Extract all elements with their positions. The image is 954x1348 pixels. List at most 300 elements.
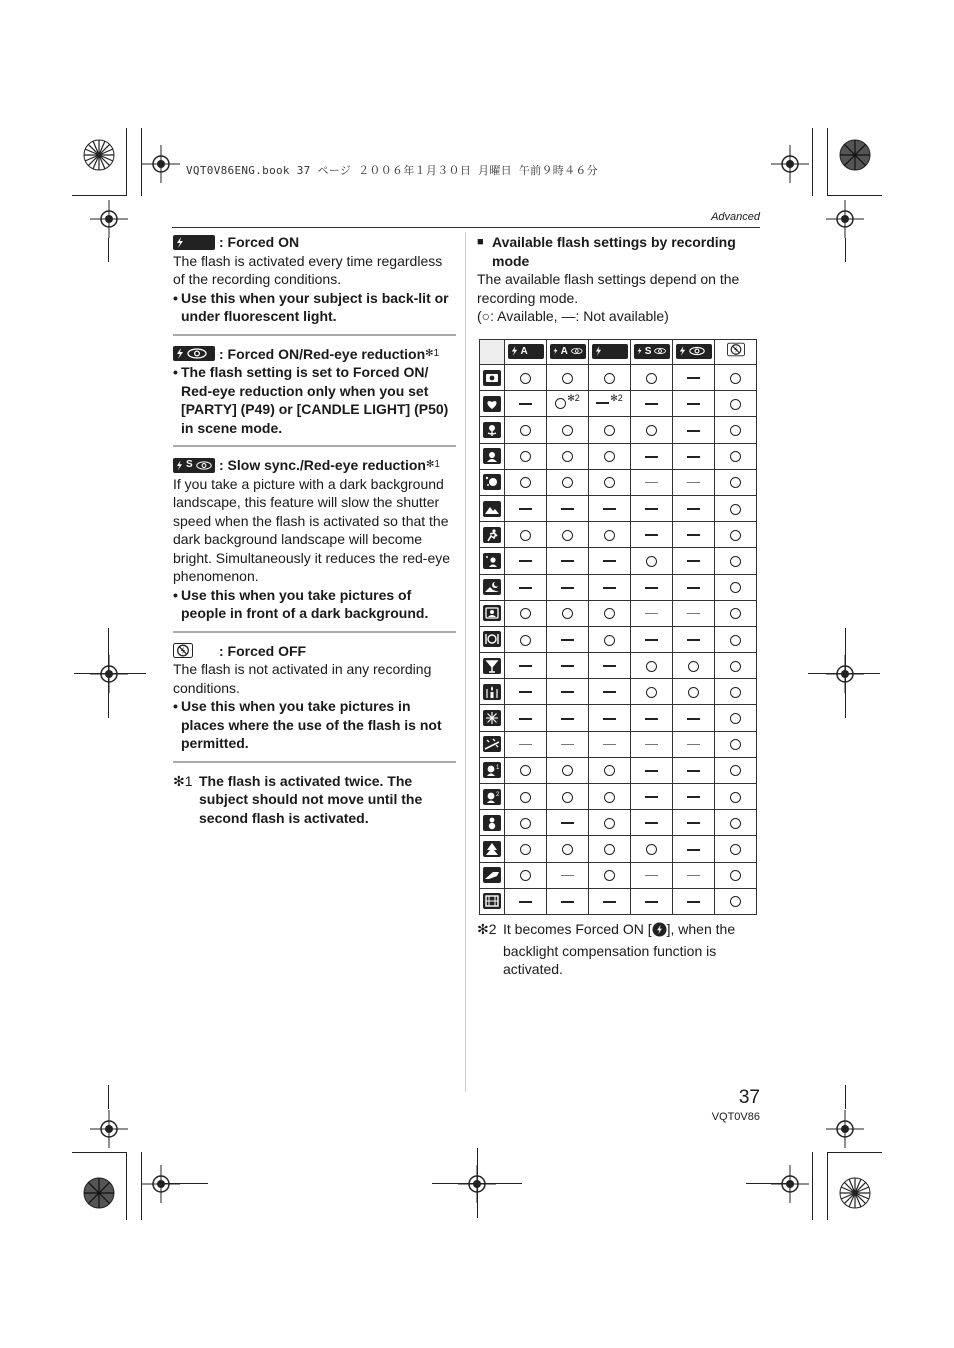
forced-on-heading <box>173 233 456 252</box>
slow-sync-heading: S : Slow sync./Red-eye reduction ✻1 <box>173 456 456 475</box>
note-ref-2: ✻2 <box>567 393 580 404</box>
footnote-1-mark: ✻1 <box>173 772 193 789</box>
heart-mode-icon <box>483 396 501 412</box>
baby2-mode-icon <box>483 789 501 805</box>
table-row <box>480 495 757 521</box>
table-cell <box>589 600 631 626</box>
available-mark <box>646 556 657 567</box>
available-mark <box>562 792 573 803</box>
column-header-3 <box>589 340 631 365</box>
not-available-mark <box>519 901 532 903</box>
not-available-mark <box>519 744 532 745</box>
table-cell <box>715 548 757 574</box>
available-mark <box>604 792 615 803</box>
row-mode-cell <box>480 365 505 391</box>
available-mark <box>688 687 699 698</box>
available-mark <box>604 844 615 855</box>
table-cell <box>673 731 715 757</box>
table-cell <box>673 495 715 521</box>
available-mark <box>520 477 531 488</box>
table-cell <box>673 836 715 862</box>
table-cell <box>589 548 631 574</box>
not-available-mark <box>645 482 658 483</box>
table-cell <box>715 443 757 469</box>
not-available-mark <box>603 744 616 745</box>
flash-on-icon <box>592 344 628 359</box>
table-cell <box>589 784 631 810</box>
table-cell <box>547 810 589 836</box>
not-available-mark <box>687 796 700 798</box>
table-cell <box>631 731 673 757</box>
table-cell <box>631 862 673 888</box>
row-mode-cell <box>480 679 505 705</box>
not-available-mark <box>603 587 616 589</box>
not-available-mark <box>687 770 700 772</box>
column-header-4 <box>631 340 673 365</box>
available-mark <box>730 556 741 567</box>
table-cell <box>673 705 715 731</box>
note-ref-2: ✻2 <box>610 393 623 404</box>
not-available-mark <box>687 587 700 589</box>
table-cell <box>547 443 589 469</box>
section-label: Advanced <box>711 211 760 223</box>
available-mark <box>646 661 657 672</box>
available-mark <box>562 765 573 776</box>
table-cell <box>715 784 757 810</box>
not-available-mark <box>561 639 574 641</box>
table-cell <box>547 574 589 600</box>
table-cell <box>547 417 589 443</box>
available-mark <box>730 608 741 619</box>
table-cell <box>715 600 757 626</box>
table-cell <box>505 391 547 417</box>
table-cell <box>589 705 631 731</box>
not-available-mark <box>645 456 658 458</box>
not-available-mark <box>603 718 616 720</box>
slow-sync-bullet: • Use this when you take pictures of people in front of a dark background. <box>173 586 456 623</box>
table-cell <box>589 417 631 443</box>
forced-on-bullet: • Use this when your subject is back-lit or under fluorescent light. <box>173 289 456 326</box>
flash-slow-redeye-icon <box>173 458 215 473</box>
not-available-mark <box>561 691 574 693</box>
food-mode-icon <box>483 631 501 647</box>
available-mark <box>562 425 573 436</box>
document-code: VQT0V86 <box>711 1111 760 1123</box>
table-cell <box>631 888 673 914</box>
table-cell <box>715 574 757 600</box>
table-cell <box>547 836 589 862</box>
available-mark <box>520 608 531 619</box>
table-cell <box>631 653 673 679</box>
forced-off-title: : Forced OFF <box>219 642 307 659</box>
table-cell <box>715 469 757 495</box>
table-row <box>480 469 757 495</box>
available-mark <box>562 451 573 462</box>
column-header-1 <box>505 340 547 365</box>
table-cell <box>547 784 589 810</box>
slow-sync-body: If you take a picture with a dark background landscape, this feature will slow the shutter speed when the flash is activated so that the dark background landscape will become bright. Simultaneously it reduces the red-eye phenomenon. <box>173 475 451 584</box>
available-mark <box>604 373 615 384</box>
not-available-mark <box>596 402 609 404</box>
table-cell <box>505 653 547 679</box>
table-cell <box>547 600 589 626</box>
table-cell <box>589 888 631 914</box>
flash-slow-redeye-icon <box>634 344 670 359</box>
table-cell <box>631 757 673 783</box>
available-mark <box>730 451 741 462</box>
registration-mark-icon <box>826 1110 864 1148</box>
table-cell <box>505 757 547 783</box>
table-cell <box>631 574 673 600</box>
right-column <box>477 233 760 326</box>
column-divider <box>465 232 466 1092</box>
flash-auto-icon <box>508 344 544 359</box>
row-mode-cell <box>480 757 505 783</box>
forced-on-redeye-heading: : Forced ON/Red-eye reduction ✻1 <box>173 345 456 364</box>
starry-sky-mode-icon <box>483 736 501 752</box>
not-available-mark <box>519 560 532 562</box>
not-available-mark <box>519 665 532 667</box>
column-header-letter: A <box>520 345 528 357</box>
available-mark <box>730 425 741 436</box>
table-cell <box>505 548 547 574</box>
available-mark <box>730 477 741 488</box>
not-available-mark <box>687 718 700 720</box>
table-cell <box>715 365 757 391</box>
not-available-mark <box>687 613 700 614</box>
flash-on-redeye-icon <box>173 346 215 361</box>
baby1-mode-icon <box>483 762 501 778</box>
header-rule <box>172 227 760 228</box>
table-cell <box>673 417 715 443</box>
available-mark <box>604 477 615 488</box>
table-cell <box>715 522 757 548</box>
footnote-2-text-before: It becomes Forced ON [ <box>503 921 652 937</box>
not-available-mark <box>687 482 700 483</box>
not-available-mark <box>603 901 616 903</box>
row-mode-cell <box>480 417 505 443</box>
table-cell <box>505 626 547 652</box>
table-row <box>480 653 757 679</box>
table-cell <box>547 653 589 679</box>
table-cell <box>505 574 547 600</box>
table-cell <box>673 365 715 391</box>
table-cell <box>715 495 757 521</box>
table-cell <box>673 784 715 810</box>
not-available-mark <box>687 430 700 432</box>
flash-on-icon <box>173 235 215 250</box>
footnote-2-text <box>503 920 760 979</box>
motion-picture-mode-icon <box>483 893 501 909</box>
row-mode-cell <box>480 495 505 521</box>
available-mark <box>520 844 531 855</box>
registration-mark-icon <box>90 200 128 238</box>
not-available-mark <box>645 718 658 720</box>
soft-skin-mode-icon <box>483 474 501 490</box>
table-cell <box>505 836 547 862</box>
available-mark <box>520 425 531 436</box>
forced-on-redeye-bullet: • The flash setting is set to Forced ON/ Red-eye reduction only when you set [PARTY] (P49) or [CANDLE LIGHT] (P50) in scene mode. <box>173 363 456 437</box>
table-row <box>480 600 757 626</box>
not-available-mark <box>687 875 700 876</box>
table-row <box>480 548 757 574</box>
available-mark <box>520 792 531 803</box>
table-cell <box>715 888 757 914</box>
available-mark <box>646 687 657 698</box>
table-cell <box>715 705 757 731</box>
table-cell <box>673 469 715 495</box>
table-cell <box>673 443 715 469</box>
table-row <box>480 443 757 469</box>
available-mark <box>730 635 741 646</box>
table-row <box>480 417 757 443</box>
forced-on-body: The flash is activated every time regardless of the recording conditions. <box>173 252 443 287</box>
not-available-mark <box>561 875 574 876</box>
table-cell <box>715 731 757 757</box>
table-cell <box>631 810 673 836</box>
available-mark <box>520 765 531 776</box>
section-divider <box>173 761 456 763</box>
table-cell <box>589 836 631 862</box>
row-mode-cell <box>480 731 505 757</box>
table-cell <box>589 391 631 417</box>
available-mark <box>730 713 741 724</box>
svg-text:2: 2 <box>496 791 500 798</box>
available-mark <box>604 818 615 829</box>
available-mark <box>604 425 615 436</box>
not-available-mark <box>687 822 700 824</box>
row-mode-cell <box>480 522 505 548</box>
table-cell <box>547 705 589 731</box>
table-row <box>480 574 757 600</box>
table-cell <box>505 495 547 521</box>
table-cell <box>547 365 589 391</box>
forced-off-heading <box>173 642 456 661</box>
left-column <box>173 233 456 827</box>
sunburst-mark-icon <box>83 1177 115 1209</box>
portrait-mode-icon <box>483 448 501 464</box>
table-cell <box>715 836 757 862</box>
not-available-mark <box>561 508 574 510</box>
registration-mark-icon <box>142 1165 180 1203</box>
table-cell <box>589 653 631 679</box>
table-cell <box>589 862 631 888</box>
table-cell <box>547 679 589 705</box>
night-portrait-mode-icon <box>483 553 501 569</box>
row-mode-cell <box>480 391 505 417</box>
footnote-2-text-after: ], when the backlight compensation function is activated. <box>503 921 736 977</box>
not-available-mark <box>561 560 574 562</box>
table-row <box>480 522 757 548</box>
self-portrait-mode-icon <box>483 605 501 621</box>
table-row <box>480 365 757 391</box>
available-mark <box>520 635 531 646</box>
table-cell <box>715 862 757 888</box>
candle-light-mode-icon <box>483 684 501 700</box>
not-available-mark <box>603 691 616 693</box>
available-mark <box>730 765 741 776</box>
column-header-5 <box>673 340 715 365</box>
table-cell <box>673 626 715 652</box>
section-divider <box>173 334 456 336</box>
available-mark <box>520 818 531 829</box>
available-mark <box>730 818 741 829</box>
table-row <box>480 705 757 731</box>
not-available-mark <box>687 901 700 903</box>
flash-table-intro: The available flash settings depend on the recording mode. <box>477 271 740 306</box>
not-available-mark <box>687 534 700 536</box>
sunburst-mark-icon <box>839 1177 871 1209</box>
available-mark <box>730 373 741 384</box>
not-available-mark <box>519 691 532 693</box>
not-available-mark <box>603 560 616 562</box>
available-mark <box>730 844 741 855</box>
not-available-mark <box>645 613 658 614</box>
not-available-mark <box>687 377 700 379</box>
table-cell <box>715 417 757 443</box>
not-available-mark <box>645 875 658 876</box>
available-mark <box>730 687 741 698</box>
not-available-mark <box>687 639 700 641</box>
available-mark <box>555 398 566 409</box>
table-cell <box>547 888 589 914</box>
not-available-mark <box>645 587 658 589</box>
forced-off-body: The flash is not activated in any recording conditions. <box>173 661 432 696</box>
table-cell <box>589 626 631 652</box>
table-cell <box>631 548 673 574</box>
flash-settings-table <box>479 339 757 915</box>
table-cell <box>673 600 715 626</box>
row-mode-cell <box>480 784 505 810</box>
flash-table-heading-text: Available flash settings by recording mode <box>492 234 736 269</box>
not-available-mark <box>519 508 532 510</box>
not-available-mark <box>645 534 658 536</box>
available-mark <box>562 608 573 619</box>
footnote-1 <box>173 772 456 828</box>
table-row <box>480 862 757 888</box>
party-mode-icon <box>483 658 501 674</box>
sunburst-mark-icon <box>839 139 871 171</box>
page-number: 37 <box>738 1087 760 1108</box>
not-available-mark <box>561 744 574 745</box>
available-mark <box>520 530 531 541</box>
table-cell <box>547 731 589 757</box>
flash-on-redeye-icon <box>676 344 712 359</box>
column-header-letter: S <box>644 345 652 357</box>
table-cell <box>631 469 673 495</box>
available-mark <box>730 739 741 750</box>
table-row <box>480 626 757 652</box>
table-cell <box>547 626 589 652</box>
registration-mark-icon <box>826 200 864 238</box>
row-mode-cell <box>480 653 505 679</box>
flash-off-icon <box>173 643 215 658</box>
table-cell <box>589 731 631 757</box>
table-cell <box>589 757 631 783</box>
not-available-mark <box>645 508 658 510</box>
table-cell <box>505 862 547 888</box>
footnote-1-text: The flash is activated twice. The subject should not move until the second flash is activated. <box>199 772 423 826</box>
not-available-mark <box>519 403 532 405</box>
flash-table-heading <box>477 233 760 270</box>
available-mark <box>604 530 615 541</box>
column-header-2 <box>547 340 589 365</box>
forced-on-redeye-title: : Forced ON/Red-eye reduction <box>219 345 426 362</box>
available-mark <box>646 373 657 384</box>
forced-on-round-icon <box>652 922 667 942</box>
table-cell <box>631 495 673 521</box>
table-cell <box>505 443 547 469</box>
not-available-mark <box>687 560 700 562</box>
table-cell <box>505 365 547 391</box>
table-cell <box>631 626 673 652</box>
table-row <box>480 391 757 417</box>
table-cell <box>589 574 631 600</box>
available-mark <box>520 373 531 384</box>
not-available-mark <box>519 718 532 720</box>
table-cell <box>547 548 589 574</box>
row-mode-cell <box>480 862 505 888</box>
row-mode-cell <box>480 469 505 495</box>
table-cell <box>631 600 673 626</box>
footnote-2-mark: ✻2 <box>477 921 497 937</box>
available-mark <box>604 765 615 776</box>
table-cell <box>589 810 631 836</box>
available-mark <box>730 399 741 410</box>
slow-sync-title: : Slow sync./Red-eye reduction <box>219 457 426 473</box>
not-available-mark <box>645 403 658 405</box>
table-row <box>480 836 757 862</box>
table-cell <box>631 522 673 548</box>
table-cell <box>631 679 673 705</box>
table-cell <box>673 679 715 705</box>
camera-mode-icon <box>483 370 501 386</box>
forced-on-title: : Forced ON <box>219 234 300 250</box>
table-cell <box>631 784 673 810</box>
row-mode-cell <box>480 626 505 652</box>
table-cell <box>673 810 715 836</box>
table-cell <box>505 522 547 548</box>
aerial-mode-icon <box>483 867 501 883</box>
not-available-mark <box>645 639 658 641</box>
table-cell <box>547 391 589 417</box>
table-cell <box>589 443 631 469</box>
available-mark <box>604 870 615 881</box>
table-cell <box>673 574 715 600</box>
forced-off-bullet: • Use this when you take pictures in places where the use of the flash is not permitted. <box>173 697 456 753</box>
available-mark <box>730 870 741 881</box>
available-mark <box>730 896 741 907</box>
not-available-mark <box>561 587 574 589</box>
available-mark <box>730 530 741 541</box>
row-mode-cell <box>480 443 505 469</box>
table-cell <box>673 757 715 783</box>
column-header-6 <box>715 340 757 365</box>
row-mode-cell <box>480 574 505 600</box>
registration-mark-icon <box>771 1165 809 1203</box>
available-mark <box>520 870 531 881</box>
macro-mode-icon <box>483 422 501 438</box>
not-available-mark <box>687 456 700 458</box>
available-mark <box>604 635 615 646</box>
flash-auto-redeye-icon <box>550 344 586 359</box>
table-cell <box>505 417 547 443</box>
available-mark <box>688 661 699 672</box>
high-sensitivity-mode-icon <box>483 841 501 857</box>
available-mark <box>730 582 741 593</box>
table-cell <box>673 888 715 914</box>
table-cell <box>715 653 757 679</box>
